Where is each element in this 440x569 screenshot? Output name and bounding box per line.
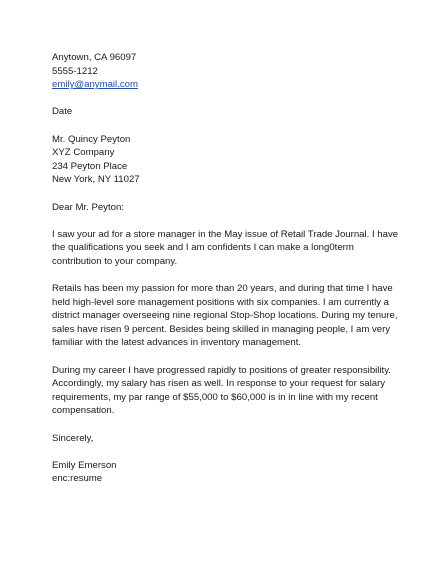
signature-block bbox=[52, 459, 412, 486]
date-label: Date bbox=[52, 106, 73, 118]
recipient-street: 234 Peyton Place bbox=[52, 160, 128, 172]
recipient-block bbox=[52, 133, 412, 187]
sender-email-link[interactable]: emily@anymail.com bbox=[52, 79, 138, 91]
body-paragraph-2 bbox=[52, 282, 412, 350]
recipient-name: Mr. Quincy Peyton bbox=[52, 133, 131, 145]
paragraph-line: Accordingly, my salary has risen as well. In response to your request for salary bbox=[52, 378, 386, 390]
sender-phone: 5555-1212 bbox=[52, 65, 98, 77]
body-paragraph-3 bbox=[52, 364, 412, 418]
paragraph-line: sales have risen 9 percent. Besides being skilled in managing people, I am very bbox=[52, 323, 391, 335]
paragraph-line: compensation. bbox=[52, 405, 115, 417]
signature-name: Emily Emerson bbox=[52, 459, 117, 471]
enclosure-note: enc:resume bbox=[52, 473, 103, 485]
paragraph-line: During my career I have progressed rapidly to positions of greater responsibility. bbox=[52, 364, 391, 376]
paragraph-line: I saw your ad for a store manager in the May issue of Retail Trade Journal. I have bbox=[52, 228, 399, 240]
sender-city-line: Anytown, CA 96097 bbox=[52, 52, 137, 63]
paragraph-line: requirements, my par range of $55,000 to $60,000 is in in line with my recent bbox=[52, 391, 378, 403]
recipient-city-line: New York, NY 11027 bbox=[52, 174, 140, 186]
paragraph-line: the qualifications you seek and I am confidents I can make a long0term bbox=[52, 242, 354, 254]
paragraph-line: familiar with the latest advances in inventory management. bbox=[52, 337, 302, 349]
paragraph-line: Retails has been my passion for more than 20 years, and during that time I have bbox=[52, 283, 393, 295]
recipient-company: XYZ Company bbox=[52, 147, 115, 159]
closing: Sincerely, bbox=[52, 432, 94, 444]
sender-block bbox=[52, 51, 412, 92]
paragraph-line: held high-level sore management positions with six companies. I am currently a bbox=[52, 296, 390, 308]
body-paragraph-1 bbox=[52, 228, 412, 269]
salutation: Dear Mr. Peyton: bbox=[52, 201, 124, 213]
paragraph-line: district manager overseeing nine regional Stop-Shop locations. During my tenure, bbox=[52, 310, 398, 322]
paragraph-line: contribution to your company. bbox=[52, 255, 178, 267]
letter-page bbox=[52, 51, 412, 486]
